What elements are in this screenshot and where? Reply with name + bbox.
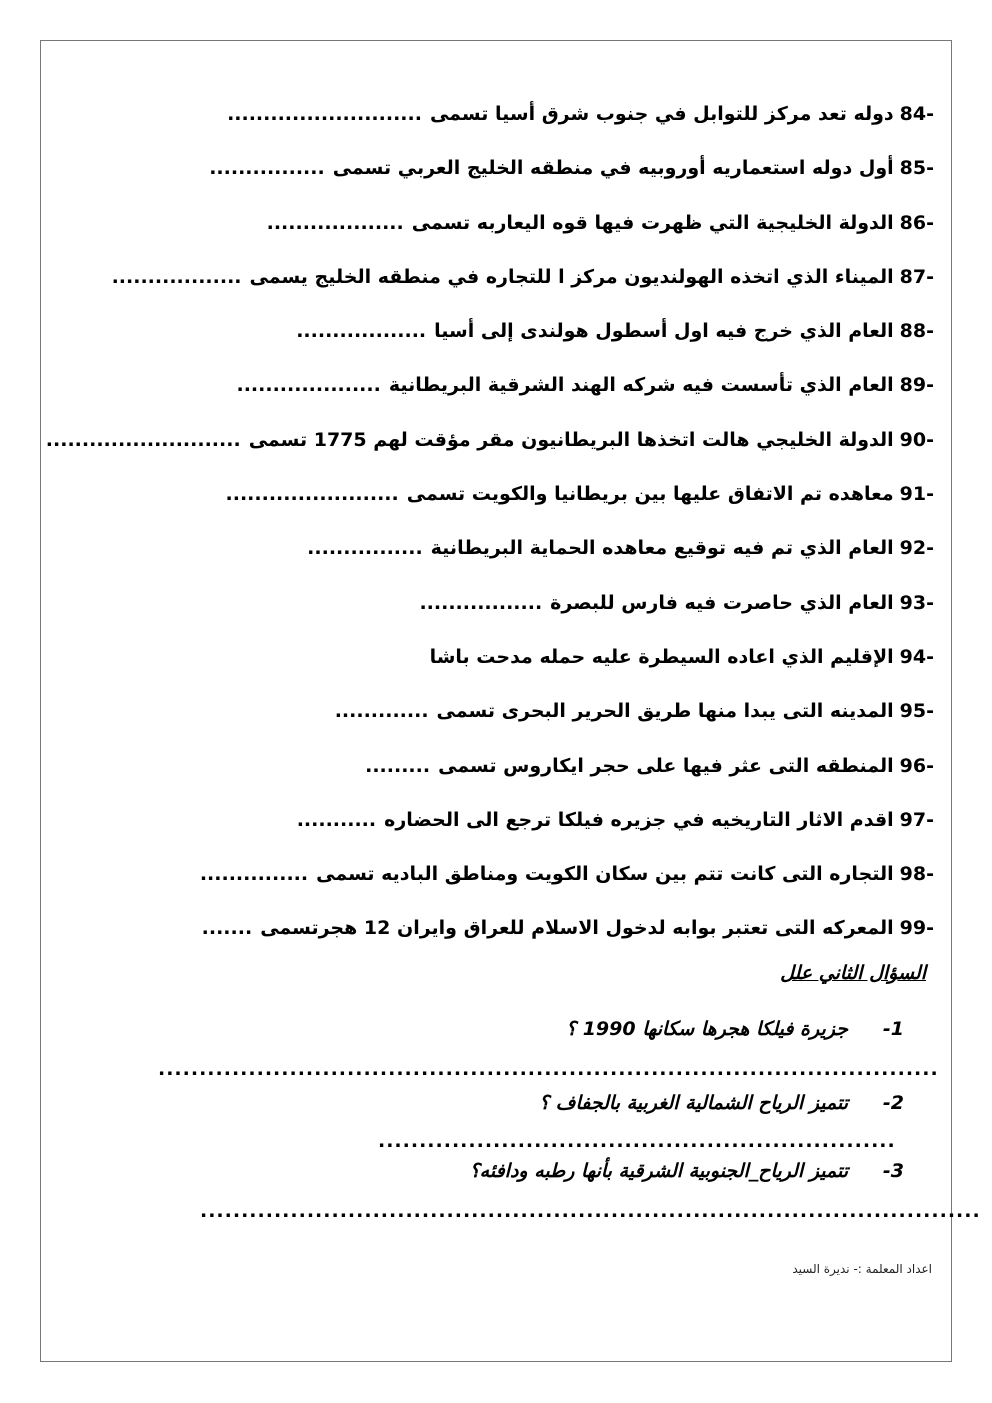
answer-blank: ...................: [266, 211, 404, 234]
question-number: 94-: [899, 645, 934, 668]
question-text: الدولة الخليجية التي ظهرت فيها قوه اليعاربه تسمى: [411, 211, 894, 234]
question-item: [54, 96, 934, 150]
answer-blank: ...............: [199, 863, 309, 886]
section-two-title: السؤال الثاني علل: [780, 962, 926, 984]
justify-question-text: تتميز الرياح الشمالية الغربية بالجفاف ؟: [539, 1092, 848, 1114]
answer-line: ...............................................................: [378, 1130, 896, 1152]
question-number: 98-: [899, 863, 934, 886]
answer-line: ...............................................................................................: [158, 1058, 939, 1080]
question-item: [54, 367, 934, 421]
question-number: 91-: [899, 483, 934, 506]
question-number: 93-: [899, 591, 934, 614]
question-text: العام الذي حاصرت فيه فارس للبصرة: [550, 591, 894, 614]
question-number: 95-: [899, 700, 934, 723]
question-text: المنطقه التى عثر فيها على حجر ايكاروس تسمى: [438, 754, 894, 777]
answer-blank: .......: [201, 917, 253, 940]
question-text: العام الذي تم فيه توقيع معاهده الحماية البريطانية: [430, 537, 894, 560]
question-item: [54, 802, 934, 856]
question-item: [54, 748, 934, 802]
justify-question-text: جزيرة فيلكا هجرها سكانها 1990 ؟: [565, 1018, 848, 1040]
justify-question-number: -1: [882, 1018, 904, 1040]
answer-blank: ...........: [296, 808, 377, 831]
question-number: 89-: [899, 374, 934, 397]
teacher-credit: اعداد المعلمة :- نديرة السيد: [792, 1262, 932, 1276]
question-text: العام الذي تأسست فيه شركه الهند الشرقية البريطانية: [388, 374, 894, 397]
question-text: الدولة الخليجي هالت اتخذها البريطانيون مقر مؤقت لهم 1775 تسمى: [248, 428, 894, 451]
justify-question-number: -2: [882, 1092, 904, 1114]
justify-question: [84, 1018, 904, 1048]
answer-blank: ...........................: [45, 428, 241, 451]
question-item: [54, 205, 934, 259]
question-number: 86-: [899, 211, 934, 234]
question-number: 96-: [899, 754, 934, 777]
question-number: 84-: [899, 103, 934, 125]
question-text: أول دوله استعماريه أوروبيه في منطقه الخليج العربي تسمى: [332, 157, 894, 180]
question-item: [54, 259, 934, 313]
question-text: معاهده تم الاتفاق عليها بين بريطانيا والكويت تسمى: [406, 483, 894, 506]
answer-blank: ................: [209, 157, 325, 180]
question-number: 88-: [899, 320, 934, 343]
justify-question: [84, 1092, 904, 1122]
answer-blank: .............: [334, 700, 429, 723]
justify-question-number: -3: [882, 1160, 904, 1182]
question-item: [54, 639, 934, 693]
question-item: [54, 856, 934, 910]
question-text: الإقليم الذي اعاده السيطرة عليه حمله مدحت باشا: [429, 645, 894, 668]
question-number: 92-: [899, 537, 934, 560]
question-text: العام الذي خرج فيه اول أسطول هولندى إلى أسيا: [434, 320, 894, 343]
question-number: 87-: [899, 265, 934, 288]
question-number: 99-: [899, 917, 934, 940]
question-item: [45, 422, 934, 476]
question-number: 90-: [899, 428, 934, 451]
answer-blank: ..................: [296, 320, 427, 343]
justify-question-text: تتميز الرياح_الجنوبية الشرقية بأنها رطبه ودافئه؟: [469, 1160, 848, 1182]
answer-line: ...............................................................................................: [200, 1200, 981, 1222]
question-list: [45, 96, 934, 965]
justify-question: [84, 1160, 904, 1190]
question-item: [54, 910, 934, 964]
answer-blank: .........: [365, 754, 431, 777]
question-item: [54, 530, 934, 584]
question-item: [54, 150, 934, 204]
answer-blank: ....................: [236, 374, 381, 397]
question-item: [54, 585, 934, 639]
question-text: التجاره التى كانت تتم بين سكان الكويت ومناطق الباديه تسمى: [316, 863, 894, 886]
question-text: المدينه التى يبدا منها طريق الحرير البحرى تسمى: [436, 700, 894, 723]
answer-blank: ........................: [225, 483, 399, 506]
answer-blank: ................: [307, 537, 423, 560]
question-text: اقدم الاثار التاريخيه في جزيره فيلكا ترجع الى الحضاره: [384, 808, 894, 831]
answer-blank: .................: [419, 591, 543, 614]
question-text: الميناء الذي اتخذه الهولنديون مركز ا للتجاره في منطقه الخليج يسمى: [249, 265, 894, 288]
answer-blank: ..................: [111, 265, 242, 288]
question-number: 85-: [899, 157, 934, 180]
question-number: 97-: [899, 808, 934, 831]
question-text: دوله تعد مركز للتوابل في جنوب شرق أسيا تسمى: [429, 103, 894, 125]
question-item: [54, 313, 934, 367]
question-text: المعركه التى تعتبر بوابه لدخول الاسلام للعراق وايران 12 هجرتسمى: [260, 917, 894, 940]
question-item: [54, 693, 934, 747]
question-item: [54, 476, 934, 530]
answer-blank: ...........................: [227, 103, 422, 125]
